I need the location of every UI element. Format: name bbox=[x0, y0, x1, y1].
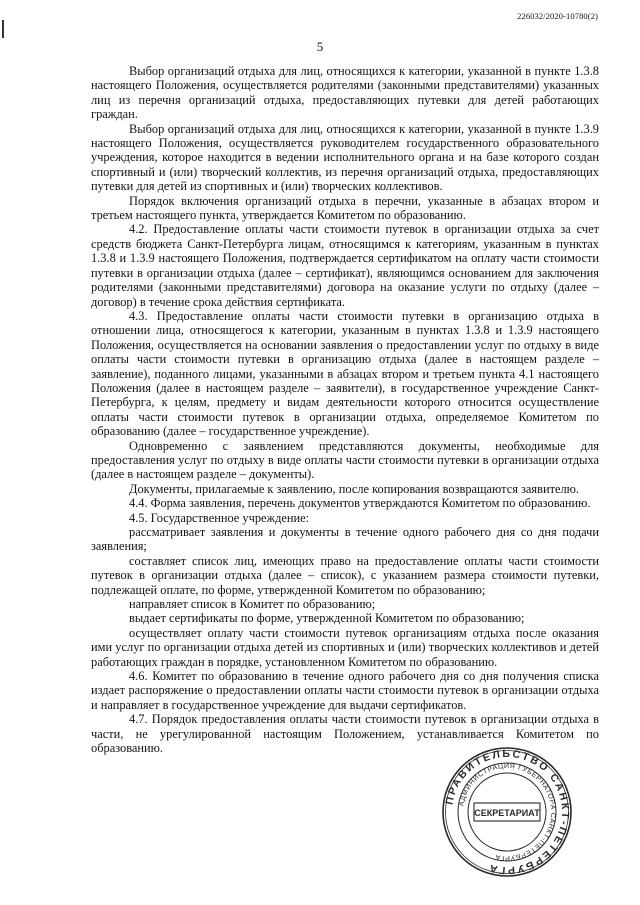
paragraph: Выбор организаций отдыха для лиц, относящихся к категории, указанной в пункте 1.3.9 настоящего Положения, осуществляется руководителем государственного образовательного учреждения, которое находится в ведении исполнительного органа и на базе которого создан спортивный и (или) творческий коллектив, из перечня организаций отдыха, предоставляющих путевки для детей из спортивных и (или) творческих коллективов. bbox=[91, 121, 599, 194]
paragraph: 4.4. Форма заявления, перечень документов утверждаются Комитетом по образованию. bbox=[129, 496, 591, 511]
stamp-seal-icon bbox=[440, 745, 574, 879]
paragraph: 4.5. Государственное учреждение: bbox=[129, 510, 310, 525]
official-stamp bbox=[440, 745, 574, 879]
stamp-outer-text: ПРАВИТЕЛЬСТВО САНКТ-ПЕТЕРБУРГА bbox=[443, 747, 572, 877]
paragraph: выдает сертификаты по форме, утвержденной Комитетом по образованию; bbox=[129, 611, 525, 626]
page-number: 5 bbox=[316, 39, 324, 54]
paragraph: 4.7. Порядок предоставления оплаты части стоимости путевок в организации отдыха в части, не урегулированной настоящим Положением, устанавливается Комитетом по образованию. bbox=[91, 712, 599, 756]
registration-number: 226032/2020-10780(2) bbox=[517, 11, 598, 21]
paragraph: Выбор организаций отдыха для лиц, относящихся к категории, указанной в пункте 1.3.8 настоящего Положения, осуществляется родителями (законными представителями) указанных лиц из перечня организаций отдыха, предоставляющих путевки для детей работающих граждан. bbox=[91, 64, 599, 122]
paragraph: составляет список лиц, имеющих право на предоставление оплаты части стоимости путевок в организации отдыха (далее – список), с указанием размера стоимости путевки, подлежащей оплате, по форме, утвержденной Комитетом по образованию; bbox=[91, 553, 599, 597]
paragraph: Порядок включения организаций отдыха в перечни, указанные в абзацах втором и третьем настоящего пункта, утверждается Комитетом по образованию. bbox=[91, 193, 599, 223]
paragraph: 4.6. Комитет по образованию в течение одного рабочего дня со дня получения списка издает распоряжение о предоставлении оплаты части стоимости путевок в организации отдыха и направляет в государственное учреждение для выдачи сертификатов. bbox=[91, 669, 599, 712]
paragraph: осуществляет оплату части стоимости путевок организациям отдыха после оказания ими услуг по организации отдыха детей из спортивных и (или) творческих коллективов и детей работающих граждан в порядке, установленном Комитетом по образованию. bbox=[91, 625, 599, 669]
stamp-inner-text: АДМИНИСТРАЦИЯ ГУБЕРНАТОРА САНКТ-ПЕТЕРБУРГА bbox=[458, 762, 557, 862]
paragraph: рассматривает заявления и документы в течение одного рабочего дня со дня подачи заявления; bbox=[91, 525, 599, 554]
paragraph: 4.2. Предоставление оплаты части стоимости путевок в организации отдыха за счет средств бюджета Санкт-Петербурга лицам, относящимся к категориям, указанным в пунктах 1.3.8 и 1.3.9 настоящего Положения, подтверждается сертификатом на оплату части стоимости путевки в организации отдыха (далее – сертификат), являющимся основанием для заключения родителями (законными представителями) договора на оказание услуги по отдыху (далее – договор) в течение срока действия сертификата. bbox=[91, 222, 599, 309]
document-body bbox=[91, 64, 599, 756]
paragraph: 4.3. Предоставление оплаты части стоимости путевки в организацию отдыха в отношении лица, относящегося к категории, указанным в пунктах 1.3.8 и 1.3.9 настоящего Положения, осуществляется на основании заявления о предоставлении услуг по отдыху в виде оплаты части стоимости путевки в организацию отдыха (далее в настоящем разделе – заявление), поданного лицами, указанными в абзацах втором и третьем пункта 4.1 настоящего Положения (далее в настоящем разделе – заявители), в государственное учреждение Санкт-Петербурга, к целям, предмету и видам деятельности которого относится осуществление оплаты части стоимости путевок в организации отдыха, определяемое Комитетом по образованию (далее – государственное учреждение). bbox=[91, 308, 599, 439]
scan-edge-mark bbox=[2, 20, 4, 38]
paragraph: Документы, прилагаемые к заявлению, после копирования возвращаются заявителю. bbox=[129, 481, 580, 496]
paragraph: Одновременно с заявлением представляются документы, необходимые для предоставления услуг по отдыху в виде оплаты части стоимости путевки в организации отдыха (далее в настоящем разделе – документы). bbox=[91, 438, 599, 482]
stamp-center-label: СЕКРЕТАРИАТ bbox=[474, 808, 540, 818]
paragraph: направляет список в Комитет по образованию; bbox=[129, 597, 376, 612]
